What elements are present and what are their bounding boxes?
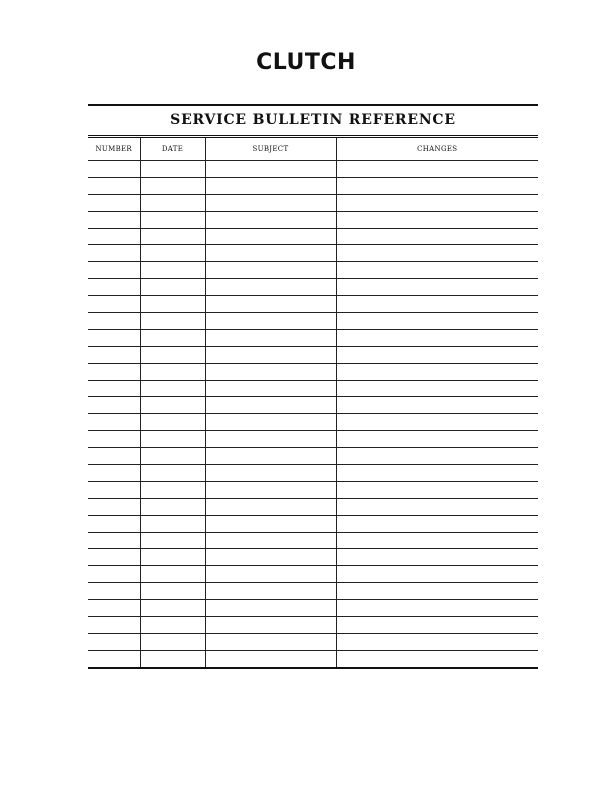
date-cell xyxy=(140,566,205,583)
date-cell xyxy=(140,448,205,465)
date-cell xyxy=(140,296,205,313)
date-cell xyxy=(140,633,205,650)
bulletin-table xyxy=(88,138,538,669)
date-cell xyxy=(140,211,205,228)
table-row xyxy=(88,600,538,617)
changes-cell xyxy=(336,617,538,634)
date-cell xyxy=(140,532,205,549)
number-cell xyxy=(88,566,140,583)
column-header-subject: SUBJECT xyxy=(205,138,336,161)
subject-cell xyxy=(205,397,336,414)
date-cell xyxy=(140,465,205,482)
table-row xyxy=(88,296,538,313)
page-title: CLUTCH xyxy=(256,50,356,75)
number-cell xyxy=(88,194,140,211)
date-cell xyxy=(140,161,205,178)
table-row xyxy=(88,245,538,262)
date-cell xyxy=(140,279,205,296)
number-cell xyxy=(88,650,140,667)
date-cell xyxy=(140,397,205,414)
date-cell xyxy=(140,228,205,245)
table-row xyxy=(88,414,538,431)
changes-cell xyxy=(336,245,538,262)
number-cell xyxy=(88,633,140,650)
changes-cell xyxy=(336,566,538,583)
changes-cell xyxy=(336,650,538,667)
number-cell xyxy=(88,313,140,330)
subject-cell xyxy=(205,498,336,515)
subject-cell xyxy=(205,194,336,211)
changes-cell xyxy=(336,583,538,600)
date-cell xyxy=(140,194,205,211)
table-row xyxy=(88,397,538,414)
subject-cell xyxy=(205,633,336,650)
table-row xyxy=(88,228,538,245)
changes-cell xyxy=(336,329,538,346)
subject-cell xyxy=(205,296,336,313)
number-cell xyxy=(88,346,140,363)
number-cell xyxy=(88,177,140,194)
number-cell xyxy=(88,617,140,634)
subject-cell xyxy=(205,313,336,330)
number-cell xyxy=(88,228,140,245)
changes-cell xyxy=(336,194,538,211)
column-header-date: DATE xyxy=(140,138,205,161)
subject-cell xyxy=(205,515,336,532)
date-cell xyxy=(140,583,205,600)
subject-cell xyxy=(205,380,336,397)
table-row xyxy=(88,566,538,583)
table-row xyxy=(88,481,538,498)
table-row xyxy=(88,448,538,465)
number-cell xyxy=(88,296,140,313)
table-row xyxy=(88,515,538,532)
date-cell xyxy=(140,177,205,194)
date-cell xyxy=(140,329,205,346)
subject-cell xyxy=(205,481,336,498)
changes-cell xyxy=(336,431,538,448)
date-cell xyxy=(140,481,205,498)
table-row xyxy=(88,177,538,194)
number-cell xyxy=(88,262,140,279)
table-row xyxy=(88,498,538,515)
column-header-changes: CHANGES xyxy=(336,138,538,161)
subject-cell xyxy=(205,566,336,583)
changes-cell xyxy=(336,498,538,515)
changes-cell xyxy=(336,515,538,532)
table-row xyxy=(88,363,538,380)
table-row xyxy=(88,633,538,650)
form-title: SERVICE BULLETIN REFERENCE xyxy=(170,112,456,128)
subject-cell xyxy=(205,279,336,296)
changes-cell xyxy=(336,481,538,498)
changes-cell xyxy=(336,532,538,549)
table-row xyxy=(88,532,538,549)
subject-cell xyxy=(205,228,336,245)
number-cell xyxy=(88,448,140,465)
table-row xyxy=(88,262,538,279)
changes-cell xyxy=(336,448,538,465)
number-cell xyxy=(88,515,140,532)
number-cell xyxy=(88,414,140,431)
subject-cell xyxy=(205,161,336,178)
changes-cell xyxy=(336,465,538,482)
subject-cell xyxy=(205,448,336,465)
date-cell xyxy=(140,600,205,617)
table-row xyxy=(88,549,538,566)
changes-cell xyxy=(336,228,538,245)
table-row xyxy=(88,161,538,178)
number-cell xyxy=(88,465,140,482)
changes-cell xyxy=(336,380,538,397)
subject-cell xyxy=(205,262,336,279)
number-cell xyxy=(88,549,140,566)
table-row xyxy=(88,329,538,346)
table-row xyxy=(88,380,538,397)
number-cell xyxy=(88,380,140,397)
number-cell xyxy=(88,481,140,498)
table-row xyxy=(88,279,538,296)
date-cell xyxy=(140,515,205,532)
subject-cell xyxy=(205,617,336,634)
changes-cell xyxy=(336,177,538,194)
changes-cell xyxy=(336,296,538,313)
changes-cell xyxy=(336,313,538,330)
table-row xyxy=(88,650,538,667)
number-cell xyxy=(88,279,140,296)
date-cell xyxy=(140,549,205,566)
changes-cell xyxy=(336,397,538,414)
subject-cell xyxy=(205,211,336,228)
date-cell xyxy=(140,245,205,262)
changes-cell xyxy=(336,262,538,279)
table-body xyxy=(88,161,538,668)
date-cell xyxy=(140,498,205,515)
changes-cell xyxy=(336,600,538,617)
subject-cell xyxy=(205,431,336,448)
changes-cell xyxy=(336,279,538,296)
subject-cell xyxy=(205,346,336,363)
table-row xyxy=(88,194,538,211)
number-cell xyxy=(88,583,140,600)
number-cell xyxy=(88,431,140,448)
table-row xyxy=(88,346,538,363)
subject-cell xyxy=(205,363,336,380)
table-row xyxy=(88,583,538,600)
table-row xyxy=(88,211,538,228)
subject-cell xyxy=(205,465,336,482)
date-cell xyxy=(140,617,205,634)
date-cell xyxy=(140,431,205,448)
changes-cell xyxy=(336,363,538,380)
column-header-number: NUMBER xyxy=(88,138,140,161)
date-cell xyxy=(140,650,205,667)
number-cell xyxy=(88,245,140,262)
number-cell xyxy=(88,211,140,228)
changes-cell xyxy=(336,211,538,228)
changes-cell xyxy=(336,549,538,566)
table-header-row xyxy=(88,138,538,161)
subject-cell xyxy=(205,414,336,431)
date-cell xyxy=(140,313,205,330)
table-row xyxy=(88,617,538,634)
table-row xyxy=(88,313,538,330)
number-cell xyxy=(88,397,140,414)
subject-cell xyxy=(205,650,336,667)
number-cell xyxy=(88,498,140,515)
date-cell xyxy=(140,380,205,397)
subject-cell xyxy=(205,549,336,566)
changes-cell xyxy=(336,161,538,178)
number-cell xyxy=(88,532,140,549)
subject-cell xyxy=(205,329,336,346)
changes-cell xyxy=(336,346,538,363)
changes-cell xyxy=(336,633,538,650)
number-cell xyxy=(88,161,140,178)
subject-cell xyxy=(205,600,336,617)
subject-cell xyxy=(205,532,336,549)
number-cell xyxy=(88,600,140,617)
date-cell xyxy=(140,414,205,431)
service-bulletin-form xyxy=(88,104,538,669)
subject-cell xyxy=(205,177,336,194)
table-row xyxy=(88,465,538,482)
number-cell xyxy=(88,329,140,346)
number-cell xyxy=(88,363,140,380)
subject-cell xyxy=(205,583,336,600)
subject-cell xyxy=(205,245,336,262)
date-cell xyxy=(140,346,205,363)
date-cell xyxy=(140,363,205,380)
table-row xyxy=(88,431,538,448)
changes-cell xyxy=(336,414,538,431)
date-cell xyxy=(140,262,205,279)
